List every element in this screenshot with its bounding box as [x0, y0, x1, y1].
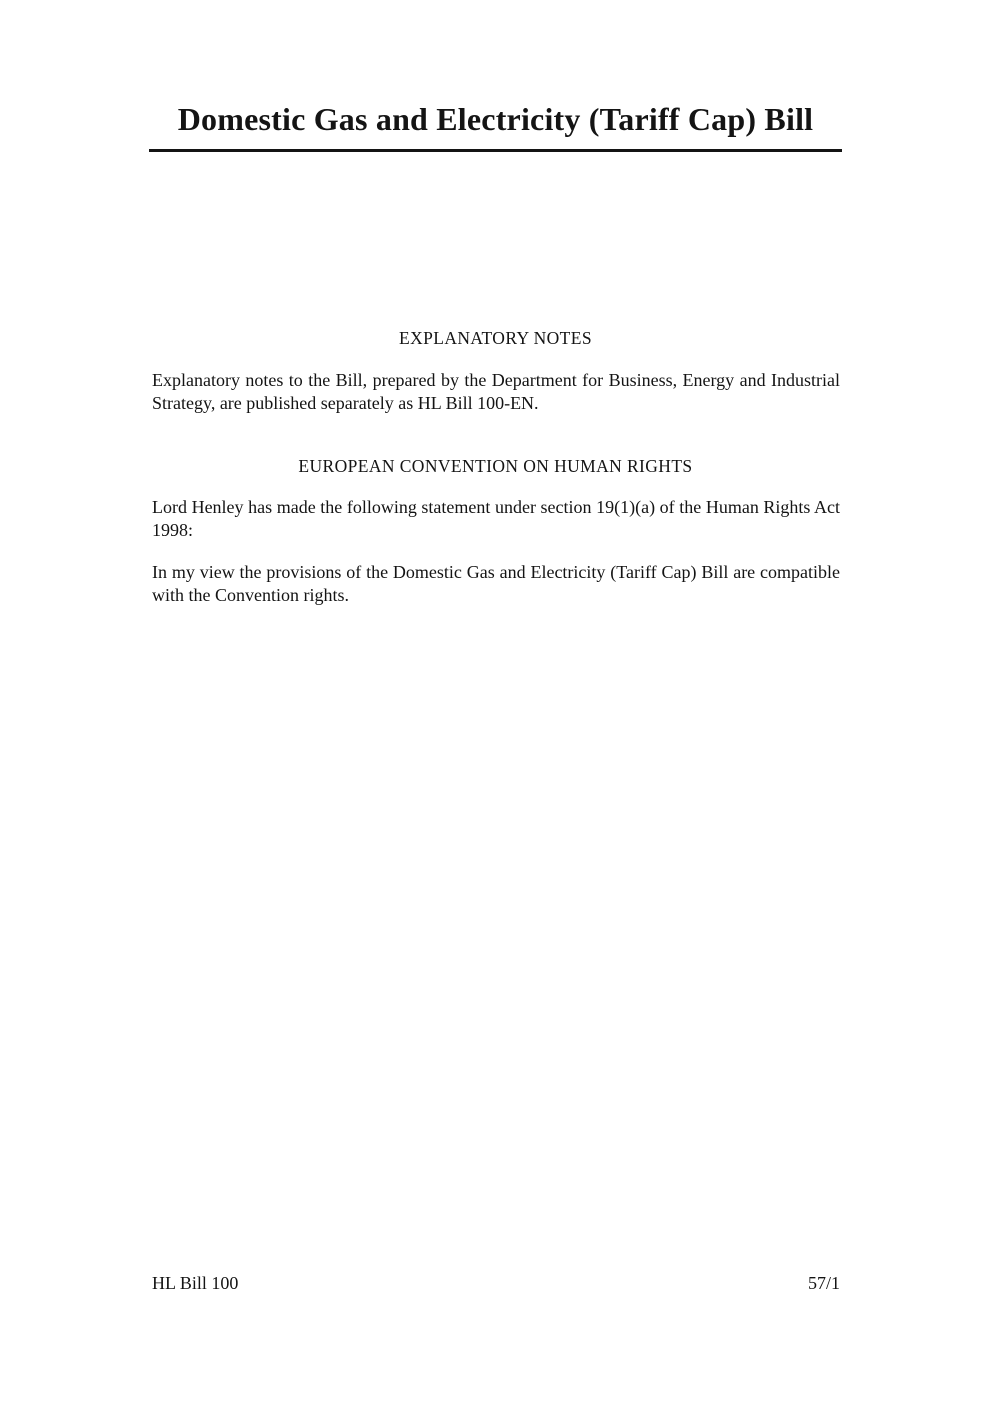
bill-title: Domestic Gas and Electricity (Tariff Cap) Bill — [177, 101, 814, 137]
explanatory-notes-heading: EXPLANATORY NOTES — [399, 328, 592, 348]
title-double-rule — [149, 149, 842, 152]
print-number: 57/1 — [807, 1273, 840, 1293]
explanatory-notes-body: Explanatory notes to the Bill, prepared by the Department for Business, Energy and Industrial Strategy, are published separately as HL Bill 100-EN. — [152, 370, 840, 413]
echr-heading: EUROPEAN CONVENTION ON HUMAN RIGHTS — [298, 456, 693, 476]
bill-number: HL Bill 100 — [152, 1273, 239, 1293]
echr-statement-intro: Lord Henley has made the following statement under section 19(1)(a) of the Human Rights Act 1998: — [152, 497, 840, 540]
page-footer — [152, 1272, 840, 1294]
echr-statement: In my view the provisions of the Domestic Gas and Electricity (Tariff Cap) Bill are compatible with the Convention rights. — [152, 562, 840, 605]
